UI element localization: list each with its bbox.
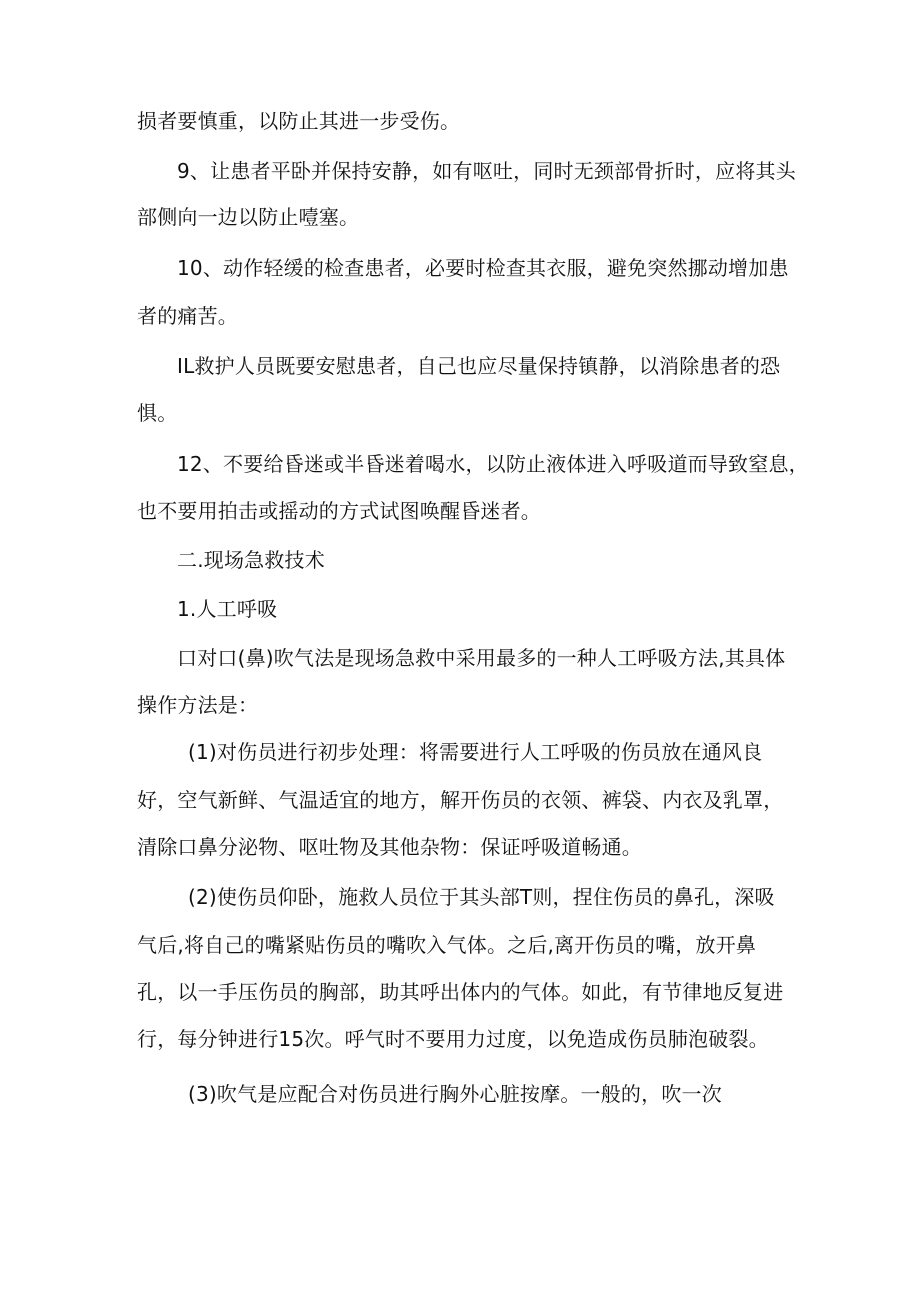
text-line: (1)对伤员进行初步处理：将需要进行人工呼吸的伤员放在通风良 bbox=[188, 740, 763, 764]
text-line: 操作方法是： bbox=[137, 693, 259, 717]
text-line: 惧。 bbox=[137, 401, 178, 425]
text-line: 孔，以一手压伤员的胸部，助其呼出体内的气体。如此，有节律地反复进 bbox=[137, 980, 784, 1004]
text-line: 12、不要给昏迷或半昏迷着喝水，以防止液体进入呼吸道而导致窒息， bbox=[177, 452, 809, 476]
text-line: 损者要慎重，以防止其进一步受伤。 bbox=[137, 109, 461, 133]
text-line: 好，空气新鲜、气温适宜的地方，解开伤员的衣领、裤袋、内衣及乳罩， bbox=[137, 788, 784, 812]
text-line: 10、动作轻缓的检查患者，必要时检查其衣服，避免突然挪动增加患 bbox=[177, 256, 789, 280]
text-line: 部侧向一边以防止噎塞。 bbox=[137, 205, 360, 229]
text-line: 者的痛苦。 bbox=[137, 304, 238, 328]
text-line: 行，每分钟进行15次。呼气时不要用力过度，以免造成伤员肺泡破裂。 bbox=[137, 1027, 769, 1051]
text-line: 也不要用拍击或摇动的方式试图唤醒昏迷者。 bbox=[137, 499, 541, 523]
text-line: 清除口鼻分泌物、呕吐物及其他杂物：保证呼吸道畅通。 bbox=[137, 835, 642, 859]
section-heading: 二.现场急救技术 bbox=[177, 548, 325, 572]
text-line: 气后,将自己的嘴紧贴伤员的嘴吹入气体。之后,离开伤员的嘴，放开鼻 bbox=[137, 933, 757, 957]
subsection-heading: 1.人工呼吸 bbox=[177, 597, 278, 621]
text-line: (3)吹气是应配合对伤员进行胸外心脏按摩。一般的，吹一次 bbox=[188, 1082, 722, 1106]
text-line: 口对口(鼻)吹气法是现场急救中采用最多的一种人工呼吸方法,其具体 bbox=[177, 646, 786, 670]
text-line: 9、让患者平卧并保持安静，如有呕吐，同时无颈部骨折时，应将其头 bbox=[177, 159, 796, 183]
text-line: (2)使伤员仰卧，施救人员位于其头部T则，捏住伤员的鼻孔，深吸 bbox=[188, 885, 775, 909]
text-line: IL救护人员既要安慰患者，自己也应尽量保持镇静，以消除患者的恐 bbox=[177, 354, 781, 378]
